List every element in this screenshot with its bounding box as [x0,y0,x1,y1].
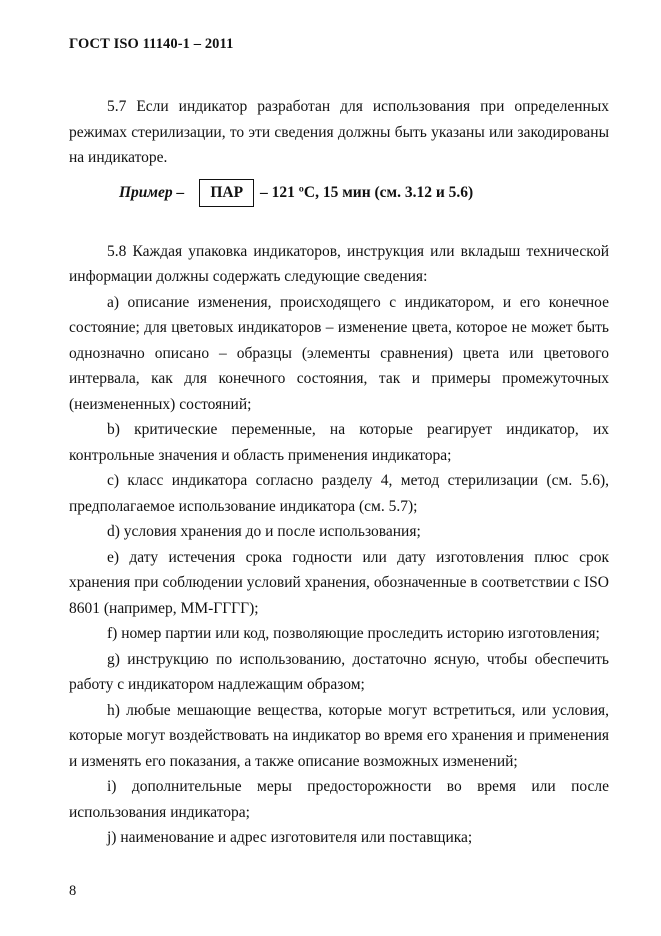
list-item-i: i) дополнительные меры предосторожности во время или после использования индикатора; [69,778,609,821]
list-item-g: g) инструкцию по использованию, достаточно ясную, чтобы обеспечить работу с индикатором надлежащим образом; [69,650,609,693]
list-item-d: d) условия хранения до и после использования; [107,523,421,540]
paragraph-5-8: 5.8 Каждая упаковка индикаторов, инструкция или вкладыш технической информации должны содержать следующие сведения: [69,242,609,285]
list-item-j: j) наименование и адрес изготовителя или поставщика; [107,829,473,846]
list-item-a: a) описание изменения, происходящего с индикатором, и его конечное состояние; для цветовых индикаторов – изменение цвета, которое не может быть однозначно описано – образцы (элементы сравнения) цвета или цветового интервала, как для конечного состояния, так и примеры промежуточных (неизмененных) состояний; [69,293,609,413]
list-item-b: b) критические переменные, на которые реагирует индикатор, их контрольные значения и область применения индикатора; [69,421,609,464]
list-item-h: h) любые мешающие вещества, которые могут встретиться, или условия, которые могут воздействовать на индикатор во время его хранения и применения и изменять его показания, а также описание возможных изменений; [69,701,609,770]
paragraph-5-7: 5.7 Если индикатор разработан для использования при определенных режимах стерилизации, то эти сведения должны быть указаны или закодированы на индикаторе. [69,98,609,166]
example-line [119,173,609,213]
list-item-c: c) класс индикатора согласно разделу 4, метод стерилизации (см. 5.6), предполагаемое использование индикатора (см. 5.7); [69,472,609,515]
list-item-f: f) номер партии или код, позволяющие проследить историю изготовления; [107,625,600,642]
example-code-box: ПАР [199,179,254,207]
example-text: – 121 ºС, 15 мин (см. 3.12 и 5.6) [260,183,474,201]
example-label: Пример – [119,183,185,201]
page-number: 8 [69,883,77,899]
list-item-e: e) дату истечения срока годности или дату изготовления плюс срок хранения при соблюдении условий хранения, обозначенные в соответствии с ISO 8601 (например, ММ-ГГГГ); [69,548,609,617]
document-header: ГОСТ ISO 11140-1 – 2011 [69,36,234,52]
document-body [69,94,609,851]
section-gap [69,213,609,239]
